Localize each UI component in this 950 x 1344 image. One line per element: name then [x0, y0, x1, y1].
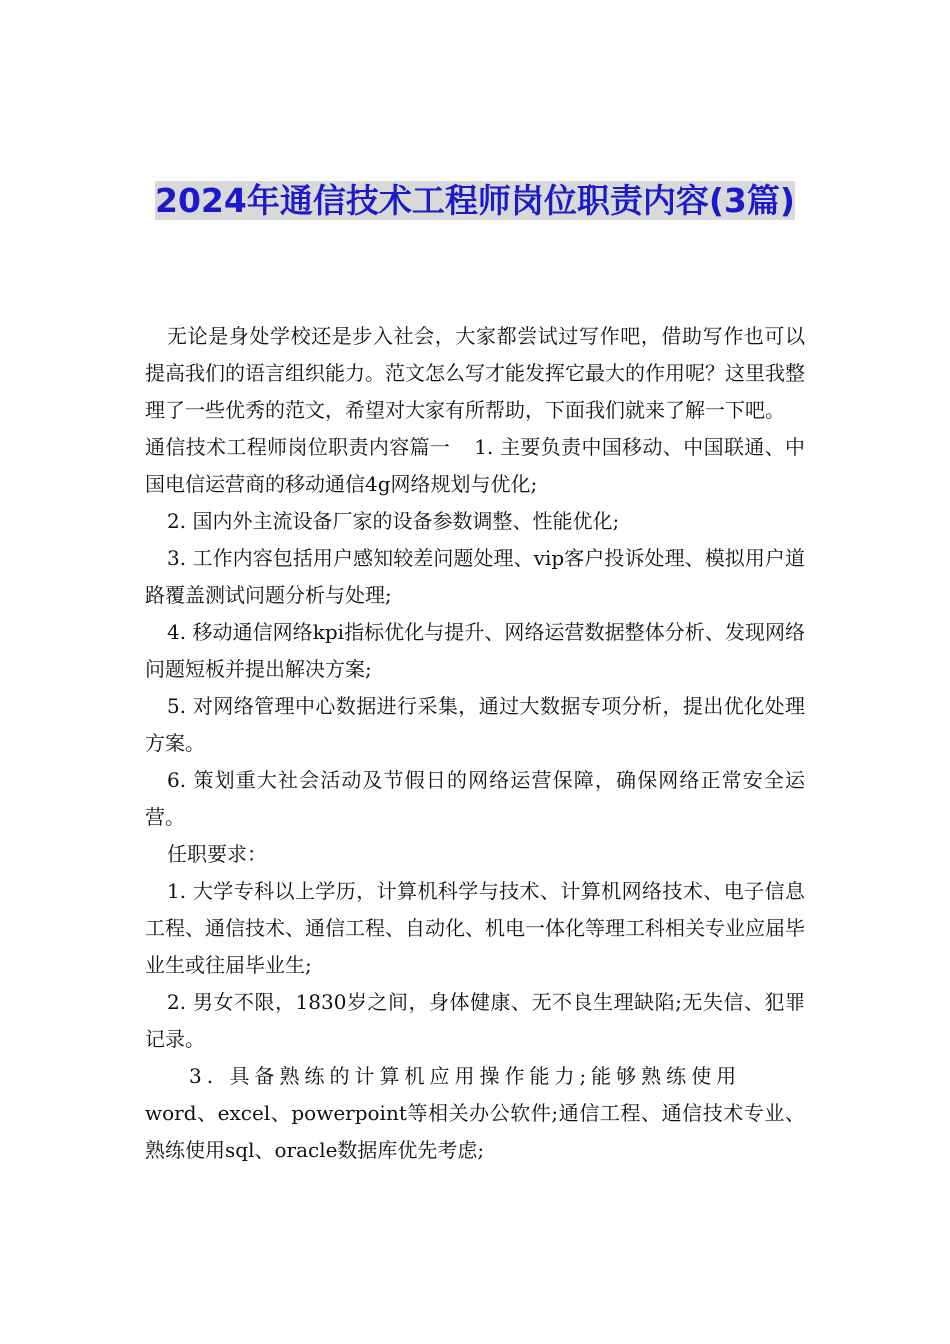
requirement-item-3-rest: word、excel、powerpoint等相关办公软件;通信工程、通信技术专业、熟练使用sql、oracle数据库优先考虑; [145, 1101, 805, 1162]
duty-item-4: 4. 移动通信网络kpi指标优化与提升、网络运营数据整体分析、发现网络问题短板并提出解决方案; [145, 620, 805, 681]
section-heading-line [145, 429, 805, 503]
duty-item-3: 3. 工作内容包括用户感知较差问题处理、vip客户投诉处理、模拟用户道路覆盖测试问题分析与处理; [145, 546, 805, 607]
intro-paragraph: 无论是身处学校还是步入社会，大家都尝试过写作吧，借助写作也可以提高我们的语言组织能力。范文怎么写才能发挥它最大的作用呢？这里我整理了一些优秀的范文，希望对大家有所帮助，下面我们就来了解一下吧。 [145, 324, 805, 422]
document-title-text: 2024年通信技术工程师岗位职责内容(3篇) [155, 181, 795, 220]
document-title [100, 176, 850, 226]
document-body [145, 318, 805, 1169]
duty-item-1: 1. 主要负责中国移动、中国联通、中国电信运营商的移动通信4g网络规划与优化; [145, 435, 805, 496]
requirement-item-1: 1. 大学专科以上学历，计算机科学与技术、计算机网络技术、电子信息工程、通信技术、通信工程、自动化、机电一体化等理工科相关专业应届毕业生或往届毕业生; [145, 879, 805, 977]
section-heading: 通信技术工程师岗位职责内容篇一 [145, 435, 451, 459]
requirement-item-2: 2. 男女不限，1830岁之间，身体健康、无不良生理缺陷;无失信、犯罪记录。 [145, 990, 805, 1051]
duty-item-6: 6. 策划重大社会活动及节假日的网络运营保障，确保网络正常安全运营。 [145, 768, 805, 829]
duty-item-5: 5. 对网络管理中心数据进行采集，通过大数据专项分析，提出优化处理方案。 [145, 694, 805, 755]
duty-item-2: 2. 国内外主流设备厂家的设备参数调整、性能优化; [167, 509, 620, 533]
requirements-heading: 任职要求： [167, 842, 267, 866]
requirement-item-3-line1: 3. 具备熟练的计算机应用操作能力;能够熟练使用 [189, 1064, 742, 1088]
